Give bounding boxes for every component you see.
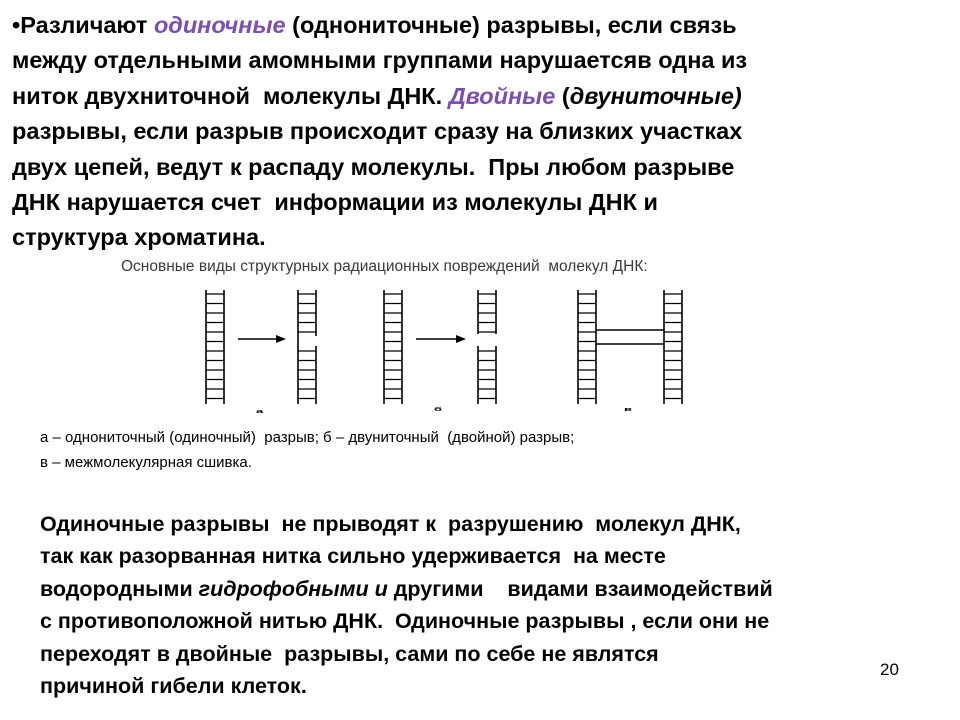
diagram-legend bbox=[40, 425, 574, 475]
arrow-a-head bbox=[276, 335, 286, 343]
diagram-label-c: в bbox=[624, 405, 632, 413]
conclusion-line-2: так как разорванная нитка сильно удерживается на месте bbox=[40, 544, 666, 569]
arrow-b-head bbox=[456, 335, 466, 343]
page-number: 20 bbox=[880, 660, 899, 679]
conclusion-line-4: с противоположной нитью ДНК. Одиночные разрывы , если они не bbox=[40, 609, 770, 634]
intro-line-1: •Различают одиночные (однониточные) разрывы, если связь bbox=[12, 12, 737, 38]
diagram-caption: Основные виды структурных радиационных повреждений молекул ДНК: bbox=[121, 258, 648, 275]
legend-line-1: а – однониточный (одиночный) разрыв; б – двуниточный (двойной) разрыв; bbox=[40, 429, 575, 446]
conclusion-line-1: Одиночные разрывы не прыводят к разрушению молекул ДНК, bbox=[40, 512, 741, 536]
diagram-label-b: б bbox=[434, 405, 443, 413]
legend-line-2: в – межмолекулярная сшивка. bbox=[40, 454, 252, 471]
term-double-breaks: Двойные bbox=[448, 82, 556, 109]
intro-line-2: между отдельными амомными группами нарушаетсяв одна из bbox=[12, 47, 748, 74]
intro-line-5: двух цепей, ведут к распаду молекулы. Пры любом разрыве bbox=[12, 153, 735, 180]
intro-line-4: разрывы, если разрыв происходит сразу на близких участках bbox=[12, 118, 743, 145]
diagram-label-a: а bbox=[256, 407, 264, 415]
conclusion-line-3: водородными гидрофобными и другими видами взаимодействий bbox=[40, 576, 773, 601]
conclusion-line-5: переходят в двойные разрывы, сами по себе не являтся bbox=[40, 641, 659, 666]
term-single-breaks: одиночные bbox=[153, 12, 286, 38]
intro-line-3: ниток двухниточной молекулы ДНК. Двойные (двуниточные) bbox=[12, 82, 742, 109]
intro-line-6: ДНК нарушается счет информации из молекулы ДНК и bbox=[12, 189, 658, 216]
conclusion-paragraph bbox=[40, 508, 955, 702]
intro-line-7: структура хроматина. bbox=[12, 224, 266, 251]
conclusion-line-6: причиной гибели клеток. bbox=[40, 674, 307, 699]
